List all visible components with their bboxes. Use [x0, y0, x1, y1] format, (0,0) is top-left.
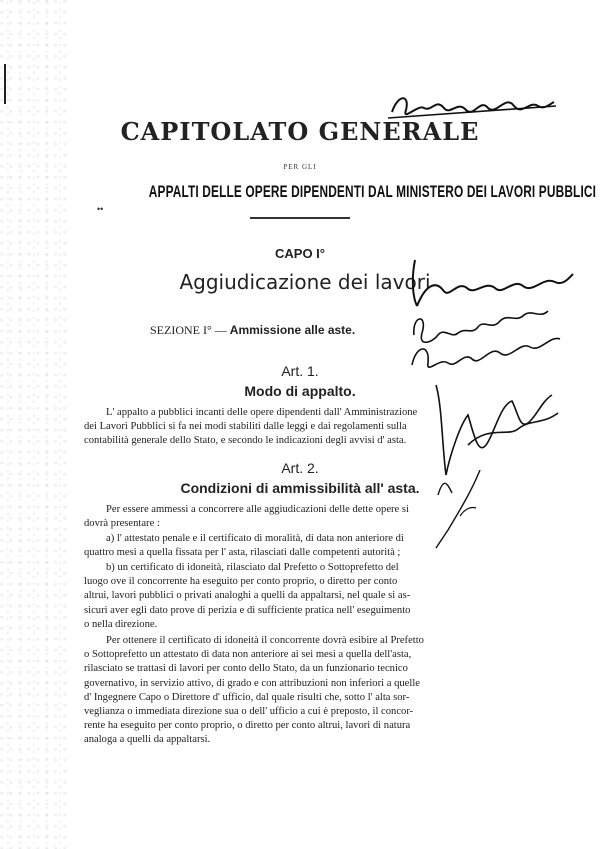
article-1-line: L' appalto a pubblici incanti delle opere dipendenti dall' Amministrazione [106, 407, 418, 418]
article-2-line: a) l' attestato penale e il certificato di moralità, di data non anteriore di [106, 533, 404, 544]
article-2-line: veglianza o immediata direzione sua o dell' ufficio a cui è preposto, il concor- [84, 706, 414, 718]
article-2-line: Per ottenere il certificato di idoneità il concorrente dovrà esibire al Prefetto [106, 635, 424, 646]
edge-mark [4, 64, 6, 104]
article-2-line: rente ha eseguito per conto proprio, o diretto per conto altrui, lavori di natura [84, 720, 411, 732]
chapter-title: Aggiudicazione dei lavori [179, 270, 431, 294]
article-2-line: o Sottoprefetto un attestato di data non anteriore ai sei mesi a quella dell'asta, [84, 649, 412, 661]
article-2-item-a [84, 532, 470, 560]
article-1-number: Art. 1. [281, 363, 319, 379]
pen-stroke [420, 470, 520, 555]
section-heading [150, 323, 355, 338]
document-title: CAPITOLATO GENERALE [120, 117, 480, 146]
article-2-line: dovrà presentare : [84, 518, 160, 530]
article-2-line: Per essere ammessi a concorrere alle aggiudicazioni delle dette opere si [106, 504, 409, 515]
article-1-body [84, 406, 456, 449]
article-2-line: analoga a quelli da appaltarsi. [84, 734, 211, 746]
article-2-line: quattro mesi a quella fissata per l' asta, rilasciati dalle competenti autorità ; [84, 547, 401, 559]
article-2-line: luogo ove il concorrente ha eseguito per conto proprio, o diretto per conto [84, 576, 398, 588]
article-1-title: Modo di appalto. [244, 383, 356, 399]
title-rule [250, 217, 350, 219]
title-connector: PER GLI [283, 163, 317, 171]
article-1-line: dei Lavori Pubblici si fa nei modi stabiliti dalle leggi e dai regolamenti sulla [84, 421, 407, 433]
section-prefix: SEZIONE I° — [150, 323, 227, 337]
article-2-number: Art. 2. [281, 460, 319, 476]
ornament: •• [97, 204, 104, 214]
article-2-line: governativo, in servizio attivo, di grado e con attribuzioni non inferiori a quelle [84, 677, 420, 689]
section-title: Ammissione alle aste. [229, 323, 356, 337]
article-2-line: rilasciato se trattasi di lavori per conto dello Stato, da un funzionario tecnico [84, 663, 408, 675]
chapter-number: CAPO I° [275, 246, 325, 261]
article-2-item-b [84, 561, 470, 632]
article-2-intro [84, 503, 470, 531]
article-2-title: Condizioni di ammissibilità all' asta. [180, 480, 420, 496]
article-1-line: contabilità generale dello Stato, e secondo le indicazioni degli avvisi d' asta. [84, 435, 407, 447]
scan-noise [0, 0, 70, 849]
article-2-line: altrui, lavori pubblici o privati analoghi a quelli da appaltarsi, nel quale si as- [84, 590, 411, 602]
article-2-line: d' Ingegnere Capo o Direttore d' ufficio, dal quale risulti che, sotto l' alta sor- [84, 691, 410, 703]
article-2-line: sicuri aver egli dato prove di perizia e di sufficiente pratica nell' eseguimento [84, 604, 411, 616]
article-2-line: b) un certificato di idoneità, rilasciato dal Prefetto o Sottoprefetto del [106, 562, 399, 573]
article-2-closing [84, 634, 470, 748]
document-subtitle: APPALTI DELLE OPERE DIPENDENTI DAL MINISTERO DEI LAVORI PUBBLICI [148, 183, 597, 201]
article-2-line: o nella direzione. [84, 618, 158, 630]
